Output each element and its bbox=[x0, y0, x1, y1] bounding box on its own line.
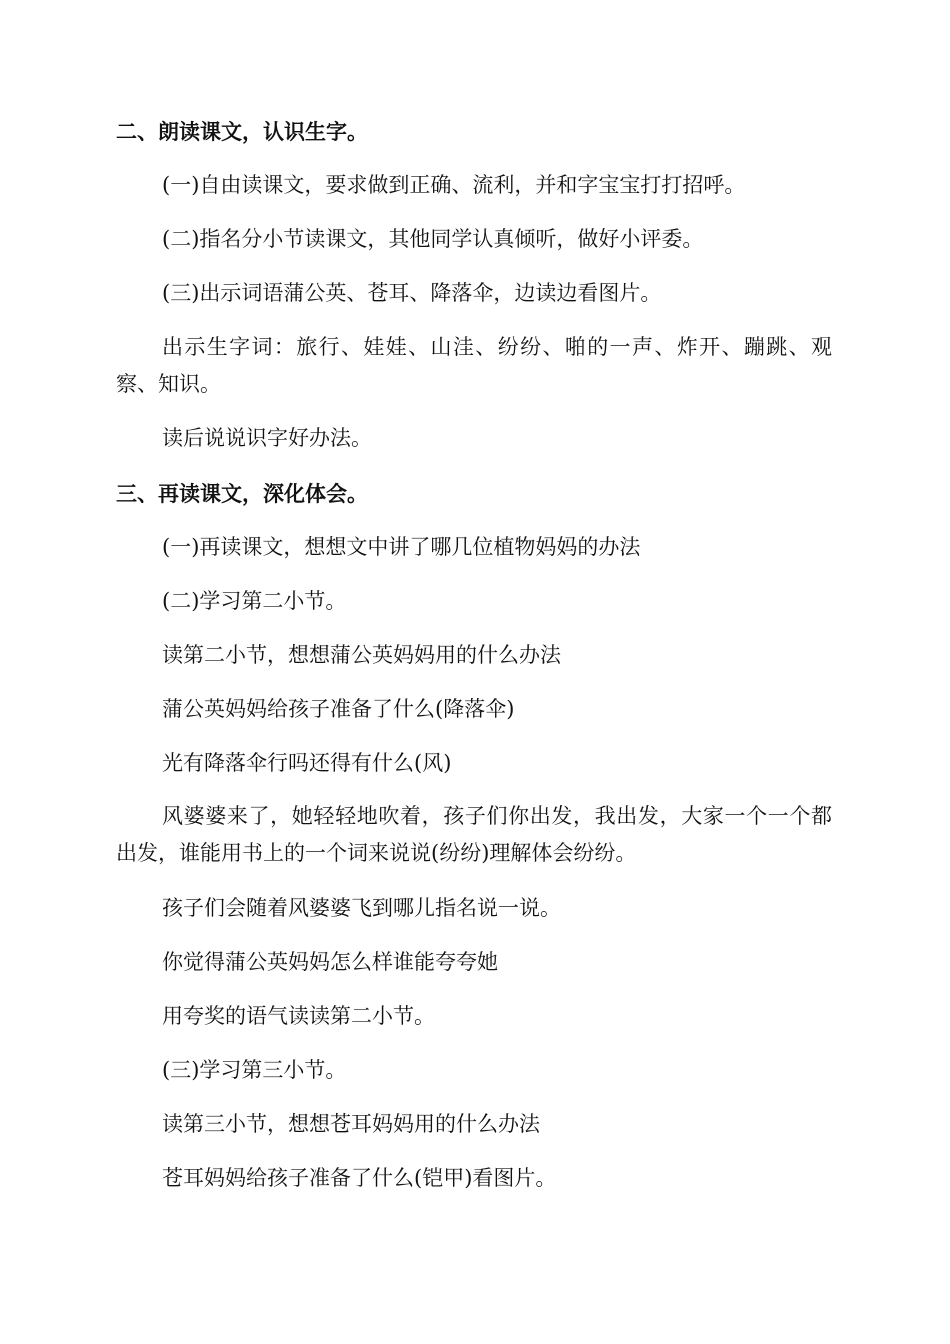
section-heading-2: 二、朗读课文，认识生字。 bbox=[116, 119, 368, 144]
paragraph: (三)学习第三小节。 bbox=[162, 1058, 347, 1082]
paragraph: (一)再读课文，想想文中讲了哪几位植物妈妈的办法 bbox=[162, 535, 641, 559]
paragraph: (一)自由读课文，要求做到正确、流利，并和字宝宝打打招呼。 bbox=[162, 173, 746, 197]
paragraph: 用夸奖的语气读读第二小节。 bbox=[162, 1004, 435, 1028]
paragraph: 读第三小节，想想苍耳妈妈用的什么办法 bbox=[162, 1112, 540, 1136]
paragraph: 读第二小节，想想蒲公英妈妈用的什么办法 bbox=[162, 643, 561, 667]
section-heading-3: 三、再读课文，深化体会。 bbox=[116, 481, 368, 506]
paragraph: 蒲公英妈妈给孩子准备了什么(降落伞) bbox=[162, 697, 515, 721]
paragraph: 读后说说识字好办法。 bbox=[162, 426, 372, 450]
paragraph-new-words: 出示生字词：旅行、娃娃、山洼、纷纷、啪的一声、炸开、蹦跳、观察、知识。 bbox=[116, 335, 832, 396]
paragraph: 你觉得蒲公英妈妈怎么样谁能夸夸她 bbox=[162, 950, 498, 974]
paragraph: 光有降落伞行吗还得有什么(风) bbox=[162, 751, 452, 775]
paragraph: (三)出示词语蒲公英、苍耳、降落伞，边读边看图片。 bbox=[162, 281, 662, 305]
paragraph: (二)学习第二小节。 bbox=[162, 589, 347, 613]
paragraph: 苍耳妈妈给孩子准备了什么(铠甲)看图片。 bbox=[162, 1166, 557, 1190]
paragraph-wind: 风婆婆来了，她轻轻地吹着，孩子们你出发，我出发，大家一个一个都出发，谁能用书上的一个词来说说(纷纷)理解体会纷纷。 bbox=[116, 804, 832, 865]
paragraph: (二)指名分小节读课文，其他同学认真倾听，做好小评委。 bbox=[162, 227, 704, 251]
paragraph: 孩子们会随着风婆婆飞到哪儿指名说一说。 bbox=[162, 896, 561, 920]
